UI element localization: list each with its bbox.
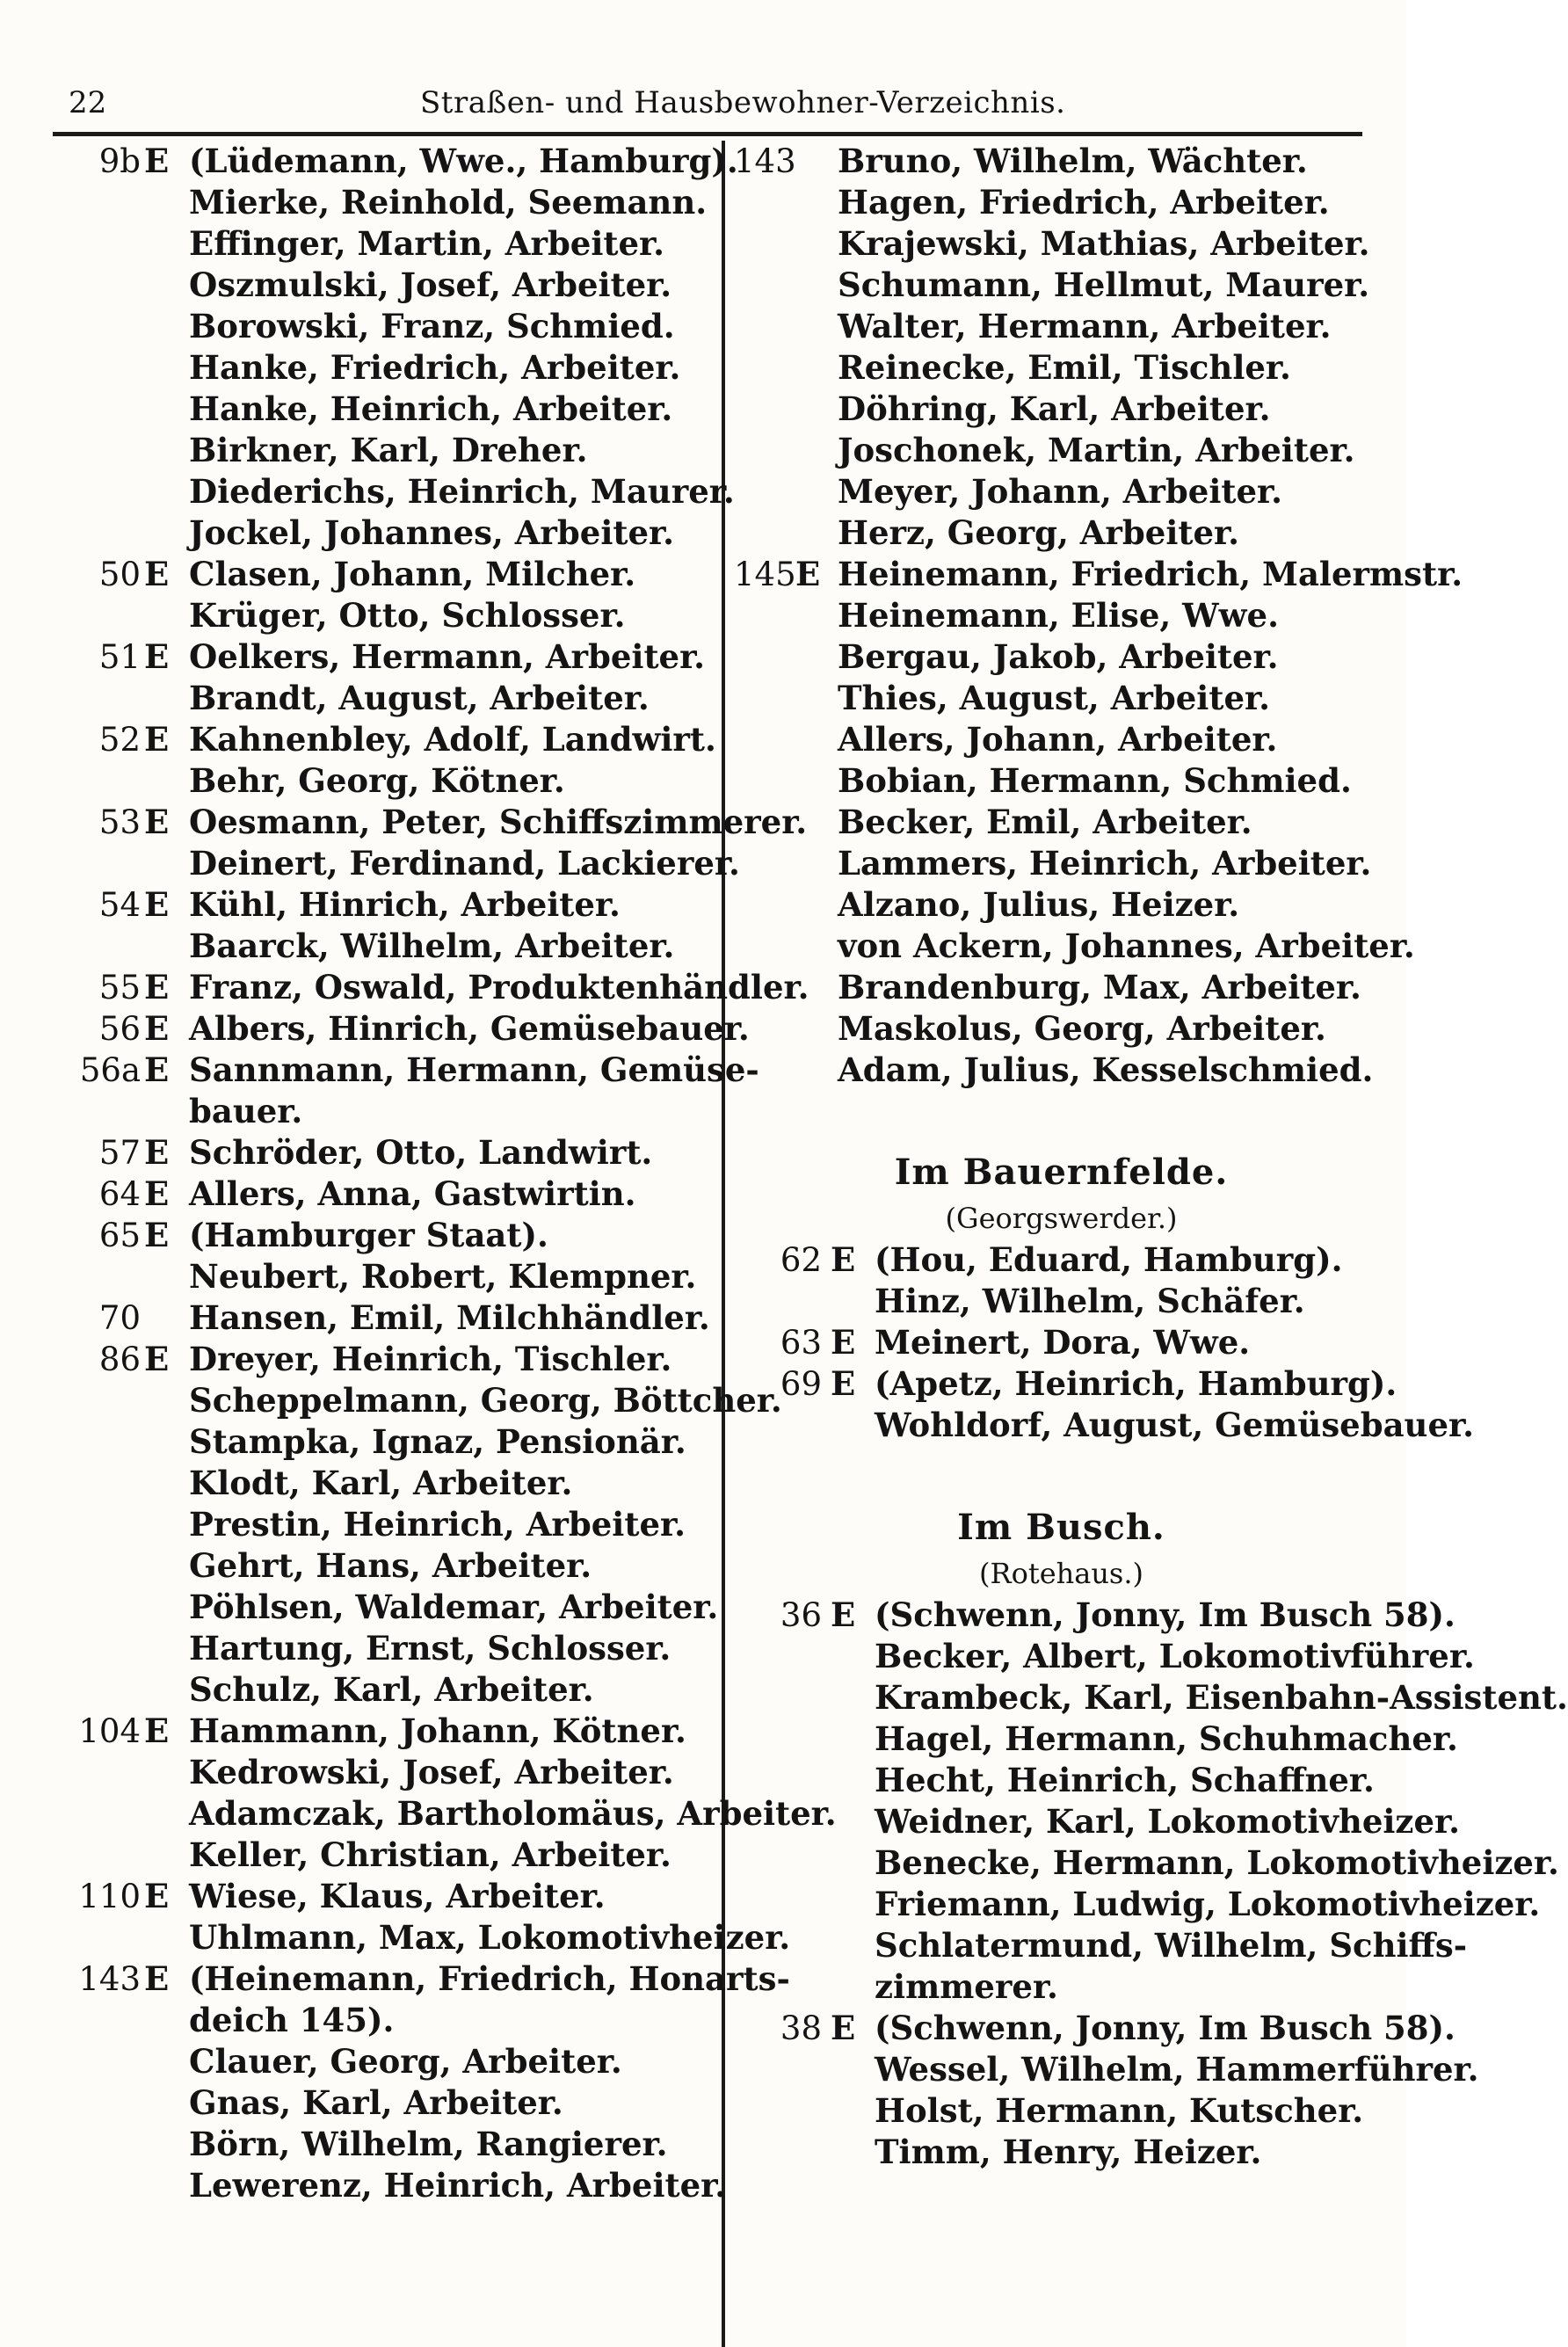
directory-entry bbox=[53, 306, 712, 347]
resident-text: Uhlmann, Max, Lokomotivheizer. bbox=[189, 1918, 791, 1957]
directory-entry bbox=[53, 1958, 790, 2000]
resident-text: Stampka, Ignaz, Pensionär. bbox=[189, 1422, 686, 1461]
resident-text: Prestin, Heinrich, Arbeiter. bbox=[189, 1505, 686, 1544]
resident-text: Schulz, Karl, Arbeiter. bbox=[189, 1670, 594, 1709]
directory-entry bbox=[734, 182, 1389, 223]
directory-entry bbox=[53, 430, 712, 471]
directory-entry bbox=[53, 471, 735, 512]
directory-entry bbox=[53, 1628, 712, 1669]
directory-entry bbox=[53, 636, 712, 678]
directory-entry bbox=[53, 1669, 712, 1711]
resident-text: Döhring, Karl, Arbeiter. bbox=[838, 389, 1271, 428]
directory-entry bbox=[53, 1008, 750, 1050]
owner-flag: E bbox=[144, 968, 170, 1006]
house-number: 50 bbox=[98, 556, 141, 593]
house-number: 62 bbox=[780, 1241, 822, 1279]
house-number: 110 bbox=[78, 1878, 141, 1915]
directory-entry bbox=[734, 926, 1415, 967]
resident-text: Keller, Christian, Arbeiter. bbox=[189, 1835, 671, 1874]
directory-entry bbox=[53, 967, 809, 1008]
directory-entry bbox=[734, 2090, 1389, 2132]
resident-text: Friemann, Ludwig, Lokomotivheizer. bbox=[875, 1885, 1541, 1923]
directory-entry bbox=[734, 1842, 1559, 1884]
directory-entry bbox=[734, 1322, 1389, 1363]
directory-entry bbox=[53, 347, 712, 389]
owner-flag: E bbox=[144, 1009, 170, 1048]
directory-entry bbox=[734, 1008, 1389, 1050]
directory-entry bbox=[53, 1380, 782, 1421]
house-number: 70 bbox=[98, 1299, 141, 1337]
resident-text: Clauer, Georg, Arbeiter. bbox=[189, 2042, 622, 2081]
resident-text: Neubert, Robert, Klempner. bbox=[189, 1257, 697, 1296]
directory-entry bbox=[53, 265, 712, 306]
section-subtitle-busch: (Rotehaus.) bbox=[978, 1557, 1143, 1590]
directory-entry bbox=[734, 719, 1389, 760]
directory-entry bbox=[53, 1174, 712, 1215]
directory-entry bbox=[53, 2124, 712, 2165]
directory-entry bbox=[53, 1256, 712, 1297]
owner-flag: E bbox=[144, 637, 170, 676]
section-entries-bauernfelde bbox=[734, 1239, 1474, 1446]
owner-flag: E bbox=[144, 1877, 170, 1915]
resident-text: Lewerenz, Heinrich, Arbeiter. bbox=[189, 2166, 727, 2205]
resident-text: Oesmann, Peter, Schiffszimmerer. bbox=[189, 803, 808, 841]
owner-flag: E bbox=[831, 2009, 856, 2047]
house-number: 9b bbox=[98, 142, 141, 180]
resident-text: (Apetz, Heinrich, Hamburg). bbox=[875, 1364, 1397, 1403]
directory-entry bbox=[734, 1239, 1389, 1281]
resident-text: Clasen, Johann, Milcher. bbox=[189, 555, 636, 593]
directory-entry bbox=[53, 719, 716, 760]
resident-text: Schröder, Otto, Landwirt. bbox=[189, 1133, 653, 1172]
directory-entry bbox=[734, 223, 1389, 265]
owner-flag: E bbox=[144, 555, 170, 593]
section-entries-busch bbox=[734, 1595, 1568, 2173]
owner-flag: E bbox=[144, 1050, 170, 1089]
house-number: 143 bbox=[734, 142, 796, 180]
resident-text: Schlatermund, Wilhelm, Schiffs- bbox=[875, 1926, 1468, 1965]
directory-entry bbox=[734, 967, 1389, 1008]
directory-entry bbox=[53, 1835, 712, 1876]
resident-text: Heinemann, Elise, Wwe. bbox=[838, 596, 1279, 635]
resident-text: von Ackern, Johannes, Arbeiter. bbox=[838, 926, 1415, 965]
resident-text: Bergau, Jakob, Arbeiter. bbox=[838, 637, 1279, 676]
directory-entry bbox=[734, 843, 1389, 884]
directory-entry bbox=[53, 1050, 759, 1091]
resident-text: Borowski, Franz, Schmied. bbox=[189, 307, 675, 345]
directory-entry bbox=[53, 1091, 712, 1132]
directory-entry bbox=[734, 554, 1463, 595]
directory-entry bbox=[53, 1132, 712, 1174]
directory-entry bbox=[53, 884, 712, 926]
directory-entry bbox=[53, 1421, 712, 1463]
resident-text: Timm, Henry, Heizer. bbox=[875, 2133, 1262, 2171]
resident-text: Börn, Wilhelm, Rangierer. bbox=[189, 2125, 668, 2163]
section-spacer bbox=[734, 1091, 1389, 1147]
directory-entry bbox=[53, 389, 712, 430]
resident-text: Dreyer, Heinrich, Tischler. bbox=[189, 1340, 672, 1378]
directory-entry bbox=[53, 926, 712, 967]
resident-text: Hagel, Hermann, Schuhmacher. bbox=[875, 1719, 1458, 1758]
house-number: 104 bbox=[78, 1712, 141, 1750]
resident-text: Brandt, August, Arbeiter. bbox=[189, 679, 650, 717]
owner-flag: E bbox=[795, 555, 821, 593]
directory-entry bbox=[53, 1504, 712, 1545]
directory-entry bbox=[734, 389, 1389, 430]
house-number: 57 bbox=[98, 1134, 141, 1172]
resident-text: Franz, Oswald, Produktenhändler. bbox=[189, 968, 809, 1006]
directory-entry bbox=[53, 802, 808, 843]
directory-entry bbox=[53, 843, 740, 884]
resident-text: Adam, Julius, Kesselschmied. bbox=[838, 1050, 1374, 1089]
directory-entry bbox=[734, 2008, 1455, 2049]
directory-entry bbox=[734, 678, 1389, 719]
resident-text: (Schwenn, Jonny, Im Busch 58). bbox=[875, 2009, 1455, 2047]
resident-text: Brandenburg, Max, Arbeiter. bbox=[838, 968, 1361, 1006]
section-title-bauernfelde: Im Bauernfelde. bbox=[894, 1152, 1229, 1193]
directory-entry bbox=[53, 1215, 712, 1256]
house-number: 69 bbox=[780, 1365, 822, 1403]
owner-flag: E bbox=[144, 1133, 170, 1172]
section-title-busch: Im Busch. bbox=[957, 1507, 1165, 1548]
directory-entry bbox=[734, 1760, 1389, 1801]
resident-text: Birkner, Karl, Dreher. bbox=[189, 431, 588, 469]
resident-text: Oelkers, Hermann, Arbeiter. bbox=[189, 637, 706, 676]
owner-flag: E bbox=[144, 1711, 170, 1750]
section-spacer bbox=[734, 1446, 1389, 1502]
owner-flag: E bbox=[831, 1323, 856, 1362]
resident-text: Benecke, Hermann, Lokomotivheizer. bbox=[875, 1843, 1559, 1882]
owner-flag: E bbox=[831, 1595, 856, 1634]
directory-entry bbox=[53, 2041, 712, 2082]
resident-text: Hartung, Ernst, Schlosser. bbox=[189, 1629, 671, 1668]
resident-text: zimmerer. bbox=[875, 1967, 1058, 2006]
resident-text: Wessel, Wilhelm, Hammerführer. bbox=[875, 2050, 1479, 2089]
resident-text: Maskolus, Georg, Arbeiter. bbox=[838, 1009, 1326, 1048]
house-number: 53 bbox=[98, 803, 141, 841]
directory-entry bbox=[53, 678, 712, 719]
directory-entry bbox=[734, 595, 1389, 636]
owner-flag: E bbox=[831, 1240, 856, 1279]
house-number: 86 bbox=[98, 1341, 141, 1378]
header-rule bbox=[53, 132, 1362, 136]
directory-entry bbox=[734, 471, 1389, 512]
directory-entry bbox=[734, 306, 1389, 347]
directory-entry bbox=[734, 802, 1389, 843]
directory-entry bbox=[53, 2082, 712, 2124]
resident-text: Thies, August, Arbeiter. bbox=[838, 679, 1270, 717]
right-column-entries bbox=[734, 141, 1463, 1091]
resident-text: Heinemann, Friedrich, Malermstr. bbox=[838, 555, 1463, 593]
resident-text: bauer. bbox=[189, 1092, 303, 1130]
resident-text: Baarck, Wilhelm, Arbeiter. bbox=[189, 926, 675, 965]
resident-text: Hammann, Johann, Kötner. bbox=[189, 1711, 686, 1750]
resident-text: Gehrt, Hans, Arbeiter. bbox=[189, 1546, 592, 1585]
resident-text: Krajewski, Mathias, Arbeiter. bbox=[838, 224, 1370, 263]
directory-entry bbox=[734, 1636, 1475, 1677]
resident-text: Krambeck, Karl, Eisenbahn-Assistent. bbox=[875, 1678, 1568, 1717]
resident-text: Hinz, Wilhelm, Schäfer. bbox=[875, 1282, 1305, 1320]
resident-text: Hanke, Heinrich, Arbeiter. bbox=[189, 389, 673, 428]
directory-entry bbox=[53, 182, 712, 223]
owner-flag: E bbox=[831, 1364, 856, 1403]
resident-text: Deinert, Ferdinand, Lackierer. bbox=[189, 844, 740, 883]
house-number: 52 bbox=[98, 721, 141, 759]
directory-entry bbox=[734, 512, 1389, 554]
resident-text: Effinger, Martin, Arbeiter. bbox=[189, 224, 665, 263]
resident-text: Hanke, Friedrich, Arbeiter. bbox=[189, 348, 681, 387]
directory-entry bbox=[53, 1587, 719, 1628]
directory-entry bbox=[734, 141, 1389, 182]
resident-text: Hecht, Heinrich, Schaffner. bbox=[875, 1761, 1375, 1799]
resident-text: Reinecke, Emil, Tischler. bbox=[838, 348, 1291, 387]
directory-entry bbox=[53, 554, 712, 595]
directory-entry bbox=[734, 1884, 1541, 1925]
resident-text: Bobian, Hermann, Schmied. bbox=[838, 761, 1352, 800]
house-number: 143 bbox=[78, 1960, 141, 1998]
page-number: 22 bbox=[69, 85, 107, 120]
resident-text: Diederichs, Heinrich, Maurer. bbox=[189, 472, 735, 511]
directory-entry bbox=[734, 1718, 1458, 1760]
directory-entry bbox=[734, 347, 1389, 389]
resident-text: Becker, Emil, Arbeiter. bbox=[838, 803, 1252, 841]
resident-text: Jockel, Johannes, Arbeiter. bbox=[189, 513, 674, 552]
directory-entry bbox=[734, 884, 1389, 926]
directory-entry bbox=[53, 1297, 712, 1339]
house-number: 145 bbox=[734, 556, 796, 593]
house-number: 64 bbox=[98, 1175, 141, 1213]
resident-text: Herz, Georg, Arbeiter. bbox=[838, 513, 1239, 552]
directory-entry bbox=[53, 223, 712, 265]
resident-text: Hansen, Emil, Milchhändler. bbox=[189, 1298, 710, 1337]
house-number: 63 bbox=[780, 1324, 822, 1362]
directory-entry bbox=[734, 1677, 1568, 1718]
directory-entry bbox=[53, 141, 738, 182]
owner-flag: E bbox=[144, 885, 170, 924]
directory-entry bbox=[53, 1339, 712, 1380]
owner-flag: E bbox=[144, 1959, 170, 1998]
directory-entry bbox=[734, 1801, 1460, 1842]
resident-text: Becker, Albert, Lokomotivführer. bbox=[875, 1637, 1475, 1675]
resident-text: Hagen, Friedrich, Arbeiter. bbox=[838, 183, 1330, 222]
directory-entry bbox=[734, 760, 1389, 802]
resident-text: Joschonek, Martin, Arbeiter. bbox=[838, 431, 1355, 469]
directory-entry bbox=[734, 430, 1389, 471]
resident-text: Behr, Georg, Kötner. bbox=[189, 761, 565, 800]
directory-entry bbox=[734, 2132, 1389, 2173]
resident-text: Sannmann, Hermann, Gemüse- bbox=[189, 1050, 759, 1089]
directory-entry bbox=[734, 1050, 1389, 1091]
resident-text: (Lüdemann, Wwe., Hamburg). bbox=[189, 142, 738, 180]
directory-entry bbox=[734, 1595, 1455, 1636]
house-number: 65 bbox=[98, 1217, 141, 1254]
resident-text: Allers, Johann, Arbeiter. bbox=[838, 720, 1278, 759]
resident-text: Bruno, Wilhelm, Wächter. bbox=[838, 142, 1308, 180]
directory-entry bbox=[734, 1281, 1389, 1322]
house-number: 56a bbox=[79, 1051, 141, 1089]
resident-text: Meinert, Dora, Wwe. bbox=[875, 1323, 1251, 1362]
resident-text: Holst, Hermann, Kutscher. bbox=[875, 2091, 1364, 2130]
directory-entry bbox=[53, 2165, 727, 2206]
directory-entry bbox=[53, 512, 712, 554]
house-number: 51 bbox=[98, 638, 141, 676]
resident-text: Klodt, Karl, Arbeiter. bbox=[189, 1464, 573, 1502]
directory-entry bbox=[53, 1711, 712, 1752]
directory-entry bbox=[734, 1405, 1474, 1446]
house-number: 36 bbox=[780, 1596, 822, 1634]
directory-entry bbox=[53, 1545, 712, 1587]
owner-flag: E bbox=[144, 720, 170, 759]
directory-entry bbox=[53, 595, 712, 636]
resident-text: Schumann, Hellmut, Maurer. bbox=[838, 265, 1370, 304]
directory-entry bbox=[53, 1876, 712, 1917]
resident-text: (Hou, Eduard, Hamburg). bbox=[875, 1240, 1343, 1279]
resident-text: Meyer, Johann, Arbeiter. bbox=[838, 472, 1283, 511]
directory-entry bbox=[734, 1363, 1397, 1405]
directory-entry bbox=[734, 2049, 1479, 2090]
owner-flag: E bbox=[144, 1216, 170, 1254]
resident-text: Albers, Hinrich, Gemüsebauer. bbox=[189, 1009, 750, 1048]
resident-text: Kedrowski, Josef, Arbeiter. bbox=[189, 1753, 674, 1791]
resident-text: Scheppelmann, Georg, Böttcher. bbox=[189, 1381, 782, 1420]
resident-text: (Schwenn, Jonny, Im Busch 58). bbox=[875, 1595, 1455, 1634]
resident-text: Weidner, Karl, Lokomotivheizer. bbox=[875, 1802, 1460, 1841]
directory-entry bbox=[734, 1966, 1389, 2008]
resident-text: Wohldorf, August, Gemüsebauer. bbox=[875, 1406, 1474, 1444]
resident-text: (Heinemann, Friedrich, Honarts- bbox=[189, 1959, 790, 1998]
resident-text: Pöhlsen, Waldemar, Arbeiter. bbox=[189, 1588, 719, 1626]
resident-text: Kahnenbley, Adolf, Landwirt. bbox=[189, 720, 716, 759]
section-subtitle-bauernfelde: (Georgswerder.) bbox=[945, 1202, 1178, 1235]
resident-text: Walter, Hermann, Arbeiter. bbox=[838, 307, 1332, 345]
resident-text: Adamczak, Bartholomäus, Arbeiter. bbox=[189, 1794, 837, 1833]
resident-text: Oszmulski, Josef, Arbeiter. bbox=[189, 265, 672, 304]
house-number: 54 bbox=[98, 886, 141, 924]
resident-text: Lammers, Heinrich, Arbeiter. bbox=[838, 844, 1372, 883]
page-header bbox=[69, 81, 1343, 125]
resident-text: Gnas, Karl, Arbeiter. bbox=[189, 2083, 563, 2122]
directory-entry bbox=[53, 1917, 791, 1958]
directory-entry bbox=[734, 1925, 1468, 1966]
resident-text: Allers, Anna, Gastwirtin. bbox=[189, 1174, 636, 1213]
directory-entry bbox=[734, 636, 1389, 678]
owner-flag: E bbox=[144, 142, 170, 180]
house-number: 56 bbox=[98, 1010, 141, 1048]
resident-text: deich 145). bbox=[189, 2001, 395, 2039]
resident-text: (Hamburger Staat). bbox=[189, 1216, 548, 1254]
directory-entry bbox=[53, 760, 712, 802]
directory-entry bbox=[53, 1793, 837, 1835]
owner-flag: E bbox=[144, 1174, 170, 1213]
resident-text: Krüger, Otto, Schlosser. bbox=[189, 596, 626, 635]
resident-text: Wiese, Klaus, Arbeiter. bbox=[189, 1877, 606, 1915]
resident-text: Alzano, Julius, Heizer. bbox=[838, 885, 1240, 924]
running-title: Straßen- und Hausbewohner-Verzeichnis. bbox=[420, 85, 1066, 120]
house-number: 55 bbox=[98, 969, 141, 1006]
right-column bbox=[734, 141, 1568, 2173]
directory-entry bbox=[53, 2000, 712, 2041]
house-number: 38 bbox=[780, 2009, 822, 2047]
resident-text: Mierke, Reinhold, Seemann. bbox=[189, 183, 708, 222]
owner-flag: E bbox=[144, 1340, 170, 1378]
directory-entry bbox=[734, 265, 1389, 306]
directory-entry bbox=[53, 1752, 712, 1793]
resident-text: Kühl, Hinrich, Arbeiter. bbox=[189, 885, 621, 924]
directory-entry bbox=[53, 1463, 712, 1504]
owner-flag: E bbox=[144, 803, 170, 841]
